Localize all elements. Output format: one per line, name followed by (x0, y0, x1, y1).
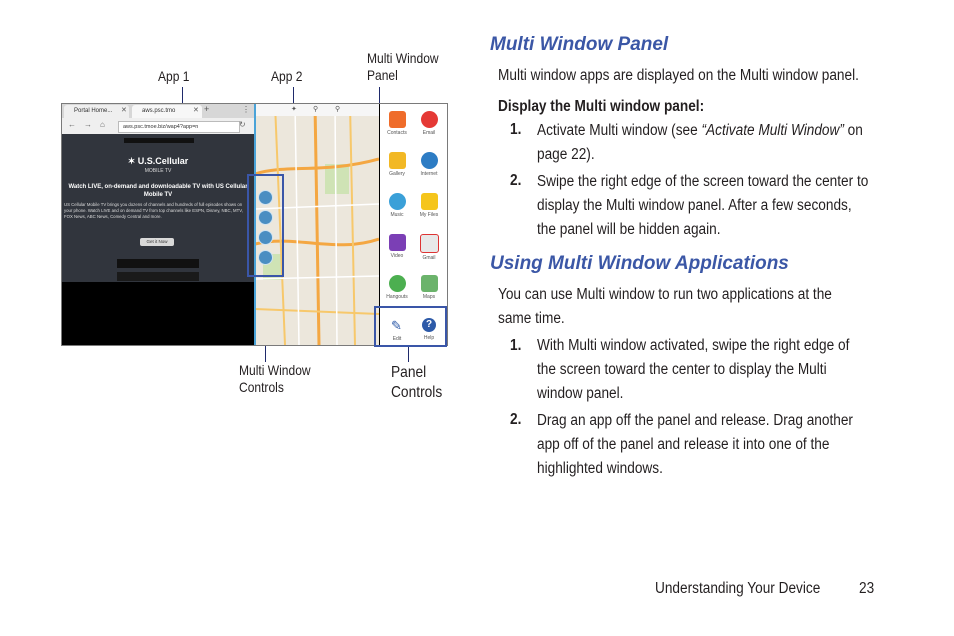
page-number: 23 (859, 580, 875, 597)
panel-app-video[interactable]: Video (381, 234, 413, 259)
paragraph: You can use Multi window to run two applications at the same time. (498, 286, 832, 327)
banner-strip (124, 138, 194, 143)
close-tab-icon[interactable]: ✕ (121, 107, 127, 114)
home-icon[interactable]: ⌂ (100, 120, 105, 129)
section-heading: Multi Window Panel (490, 34, 669, 55)
app1-window[interactable] (62, 134, 254, 282)
multi-window-controls-highlight (247, 174, 284, 277)
contacts-icon (389, 111, 406, 128)
folder-icon (421, 193, 438, 210)
help-icon: ? (422, 318, 436, 332)
back-icon[interactable]: ← (68, 120, 76, 129)
panel-app-contacts[interactable]: Contacts (381, 111, 413, 136)
reload-icon[interactable]: ↻ (239, 120, 246, 129)
map-toolbar-icon[interactable]: ⚲ (313, 106, 319, 113)
pencil-icon: ✎ (391, 318, 402, 333)
new-tab-icon[interactable]: + (204, 104, 210, 114)
browser-tab-bar (62, 104, 254, 118)
step-text: Activate Multi window (see “Activate Multi Window” on page 22). (537, 122, 863, 163)
menu-icon[interactable]: ⋮ (242, 105, 250, 114)
url-input[interactable]: aws.psc.tmoe.biz/wap4?app=n (118, 121, 240, 133)
callout-panel-controls (391, 363, 442, 403)
app1-blank-area (62, 282, 254, 345)
step-number: 2. (510, 172, 522, 189)
panel-app-internet[interactable]: Internet (413, 152, 445, 177)
browser-tab[interactable]: Portal Home... (64, 105, 129, 118)
paragraph: Multi window apps are displayed on the Multi window panel. (498, 67, 859, 84)
callout-line: Multi Window (367, 50, 439, 66)
panel-app-hangouts[interactable]: Hangouts (381, 275, 413, 300)
forward-icon[interactable]: → (84, 120, 92, 129)
step-text: With Multi window activated, swipe the right edge of the screen toward the center to display the Multi window panel. (537, 337, 850, 402)
callout-multi-window-controls (239, 362, 311, 396)
subheading: Display the Multi window panel: (498, 98, 705, 115)
panel-app-maps[interactable]: Maps (413, 275, 445, 300)
get-it-now-button[interactable]: Get it Now (140, 238, 174, 246)
close-tab-icon[interactable]: ✕ (193, 107, 199, 114)
panel-controls-highlight (374, 306, 447, 347)
callout-line: Controls (391, 384, 443, 401)
panel-app-email[interactable]: Email (413, 111, 445, 136)
footer-section-title: Understanding Your Device (655, 580, 821, 597)
panel-app-gmail[interactable]: Gmail (413, 234, 445, 261)
star-icon: ✶ (127, 156, 138, 166)
panel-app-gallery[interactable]: Gallery (381, 152, 413, 177)
maps-icon (421, 275, 438, 292)
internet-icon (421, 152, 438, 169)
browser-tab[interactable]: aws.psc.tmo (132, 105, 202, 118)
panel-control-help[interactable]: ? Help (423, 319, 435, 341)
callout-multi-window-panel (367, 50, 439, 84)
promo-headline: Watch LIVE, on-demand and downloadable TV with US Cellular Mobile TV (68, 184, 248, 198)
callout-line: Panel (391, 364, 427, 381)
email-icon (421, 111, 438, 128)
step-text: Drag an app off the panel and release. Drag another app off of the panel and release it into one of the highlighted windows. (537, 412, 853, 477)
callout-app1: App 1 (158, 68, 190, 84)
channel-logos-row (117, 272, 199, 281)
brand-subtitle: MOBILE TV (144, 168, 172, 174)
brand-logo: ✶ U.S.Cellular (127, 156, 189, 166)
browser-url-bar (62, 118, 254, 134)
callout-app2: App 2 (271, 68, 303, 84)
step-number: 1. (510, 337, 522, 354)
channel-logos-row (117, 259, 199, 268)
callout-line: Multi Window (239, 362, 311, 378)
section-heading: Using Multi Window Applications (490, 253, 789, 274)
promo-blurb: US Cellular Mobile TV brings you dozens of channels and hundreds of full episodes shows on your phone. Watch LIVE and on demand TV from top channels like ESPN, Disney, NBC, MTV, FOX News, ABC News, Comedy Central and more. (64, 202, 243, 219)
panel-control-edit[interactable]: ✎ Edit (391, 318, 402, 342)
map-toolbar-icon[interactable]: ✦ (291, 106, 297, 113)
panel-app-my-files[interactable]: My Files (413, 193, 445, 218)
callout-line: Panel (367, 67, 398, 83)
step-text: Swipe the right edge of the screen toward the center to display the Multi window panel. After a few seconds, the panel will be hidden again. (537, 173, 869, 238)
gallery-icon (389, 152, 406, 169)
map-toolbar-icon[interactable]: ⚲ (335, 106, 341, 113)
hangouts-icon (389, 275, 406, 292)
music-icon (389, 193, 406, 210)
gmail-icon (420, 234, 439, 253)
step-number: 2. (510, 411, 522, 428)
cross-reference-link[interactable]: “Activate Multi Window” (701, 122, 844, 139)
step-number: 1. (510, 121, 522, 138)
callout-line: Controls (239, 379, 284, 395)
video-icon (389, 234, 406, 251)
panel-app-music[interactable]: Music (381, 193, 413, 218)
